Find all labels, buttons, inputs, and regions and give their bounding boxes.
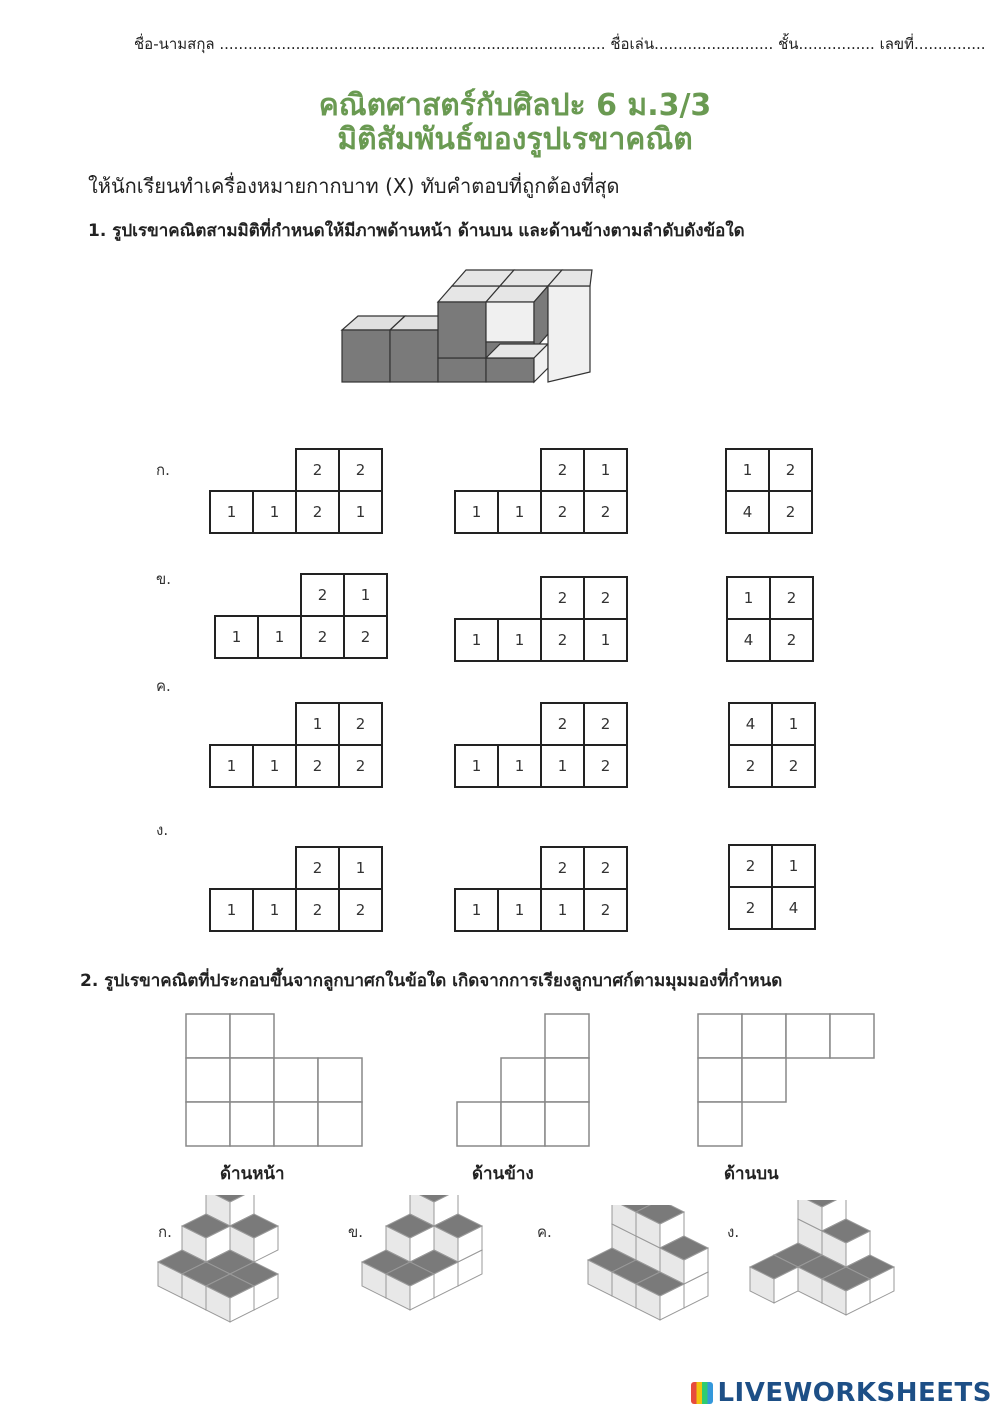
grid-cell: 2 — [729, 845, 772, 887]
grid-cell: 2 — [770, 577, 813, 619]
q2-option-b-figure — [354, 1195, 534, 1345]
grid-cell: 2 — [541, 847, 584, 889]
grid-cell: 2 — [344, 616, 387, 658]
grid-cell: 2 — [584, 491, 627, 533]
name-fields-line: ชื่อ-นามสกุล ................................................................................. ชื่อเล่น......................... ชั้น................ เลขที่............... — [134, 35, 986, 53]
q2-option-b-label[interactable]: ข. — [348, 1223, 364, 1241]
grid-cell: 1 — [210, 491, 253, 533]
grid-cell: 2 — [301, 574, 344, 616]
grid-cell: 1 — [772, 703, 815, 745]
grid-cell — [215, 574, 258, 616]
grid-cell: 2 — [584, 703, 627, 745]
grid-cell — [455, 847, 498, 889]
q1-c-top-view — [454, 702, 628, 788]
grid-cell: 2 — [769, 491, 812, 533]
grid-cell — [210, 847, 253, 889]
q1-option-b-label[interactable]: ข. — [156, 570, 172, 588]
grid-cell: 1 — [455, 491, 498, 533]
grid-cell: 2 — [770, 619, 813, 661]
grid-cell: 2 — [769, 449, 812, 491]
grid-cell: 1 — [455, 745, 498, 787]
grid-cell: 2 — [729, 745, 772, 787]
question-2: 2. รูปเรขาคณิตที่ประกอบขึ้นจากลูกบาศกในข้อใด เกิดจากการเรียงลูกบาศก์ตามมุมมองที่กำหนด — [80, 971, 783, 991]
grid-cell: 2 — [541, 577, 584, 619]
grid-cell: 1 — [339, 491, 382, 533]
grid-cell: 1 — [498, 619, 541, 661]
grid-cell: 2 — [584, 745, 627, 787]
grid-cell — [253, 703, 296, 745]
q1-a-top-view — [454, 448, 628, 534]
instruction: ให้นักเรียนทำเครื่องหมายกากบาท (X) ทับคำตอบที่ถูกต้องที่สุด — [88, 174, 620, 198]
grid-cell: 2 — [584, 847, 627, 889]
grid-cell: 1 — [498, 889, 541, 931]
grid-cell — [498, 703, 541, 745]
q2-front-view — [185, 1013, 363, 1147]
grid-cell: 4 — [726, 491, 769, 533]
grid-cell — [498, 847, 541, 889]
grid-cell: 1 — [584, 619, 627, 661]
grid-cell — [498, 577, 541, 619]
grid-cell: 2 — [541, 703, 584, 745]
grid-cell: 1 — [258, 616, 301, 658]
grid-cell — [455, 703, 498, 745]
grid-cell — [455, 577, 498, 619]
grid-cell: 1 — [210, 745, 253, 787]
q2-option-a-label[interactable]: ก. — [158, 1223, 172, 1241]
q1-c-side-view — [728, 702, 816, 788]
side-view-label: ด้านข้าง — [472, 1164, 534, 1184]
q2-option-d-figure — [742, 1200, 922, 1345]
grid-cell: 2 — [541, 491, 584, 533]
grid-cell: 2 — [296, 491, 339, 533]
top-view-label: ด้านบน — [724, 1164, 779, 1184]
grid-cell: 2 — [541, 619, 584, 661]
grid-cell: 1 — [339, 847, 382, 889]
brand-logo — [691, 1378, 992, 1408]
grid-cell: 4 — [727, 619, 770, 661]
grid-cell: 2 — [296, 449, 339, 491]
grid-cell: 1 — [541, 745, 584, 787]
q2-option-c-label[interactable]: ค. — [537, 1223, 552, 1241]
liveworksheets-icon — [691, 1382, 713, 1404]
grid-cell: 1 — [726, 449, 769, 491]
grid-cell: 1 — [498, 745, 541, 787]
page-title: คณิตศาสตร์กับศิลปะ 6 ม.3/3 — [318, 88, 712, 123]
q2-top-view — [697, 1013, 875, 1147]
q1-b-top-view — [454, 576, 628, 662]
grid-cell: 1 — [344, 574, 387, 616]
q1-option-a-label[interactable]: ก. — [156, 461, 170, 479]
q1-d-top-view — [454, 846, 628, 932]
q1-b-front-view — [214, 573, 388, 659]
grid-cell: 2 — [296, 889, 339, 931]
grid-cell — [210, 703, 253, 745]
q2-option-a-figure — [150, 1195, 330, 1345]
q2-option-d-label[interactable]: ง. — [727, 1223, 740, 1241]
grid-cell: 2 — [772, 745, 815, 787]
grid-cell: 2 — [541, 449, 584, 491]
grid-cell: 1 — [253, 745, 296, 787]
grid-cell: 2 — [339, 889, 382, 931]
grid-cell: 1 — [584, 449, 627, 491]
grid-cell — [210, 449, 253, 491]
q1-c-front-view — [209, 702, 383, 788]
q1-a-side-view — [725, 448, 813, 534]
grid-cell: 1 — [253, 491, 296, 533]
page-subtitle: มิติสัมพันธ์ของรูปเรขาคณิต — [337, 122, 693, 157]
grid-cell: 1 — [210, 889, 253, 931]
grid-cell: 1 — [772, 845, 815, 887]
grid-cell: 4 — [772, 887, 815, 929]
grid-cell: 1 — [727, 577, 770, 619]
brand-text: LIVEWORKSHEETS — [717, 1378, 992, 1408]
grid-cell: 2 — [339, 449, 382, 491]
grid-cell — [253, 449, 296, 491]
grid-cell: 2 — [339, 703, 382, 745]
grid-cell: 1 — [498, 491, 541, 533]
grid-cell: 2 — [296, 745, 339, 787]
grid-cell: 2 — [296, 847, 339, 889]
question-1: 1. รูปเรขาคณิตสามมิติที่กำหนดให้มีภาพด้านหน้า ด้านบน และด้านข้างตามลำดับดังข้อใด — [88, 221, 745, 241]
front-view-label: ด้านหน้า — [220, 1164, 285, 1184]
q1-option-c-label[interactable]: ค. — [156, 677, 171, 695]
grid-cell: 1 — [541, 889, 584, 931]
grid-cell — [253, 847, 296, 889]
q2-side-view — [456, 1013, 590, 1147]
grid-cell: 1 — [215, 616, 258, 658]
grid-cell: 2 — [339, 745, 382, 787]
grid-cell — [498, 449, 541, 491]
q1-a-front-view — [209, 448, 383, 534]
grid-cell: 2 — [584, 889, 627, 931]
grid-cell — [455, 449, 498, 491]
grid-cell: 1 — [455, 619, 498, 661]
q1-d-front-view — [209, 846, 383, 932]
grid-cell: 1 — [253, 889, 296, 931]
q1-option-d-label[interactable]: ง. — [156, 821, 169, 839]
q1-b-side-view — [726, 576, 814, 662]
grid-cell: 1 — [455, 889, 498, 931]
grid-cell: 2 — [729, 887, 772, 929]
grid-cell — [258, 574, 301, 616]
q1-d-side-view — [728, 844, 816, 930]
grid-cell: 2 — [584, 577, 627, 619]
grid-cell: 4 — [729, 703, 772, 745]
q2-option-c-figure — [556, 1205, 736, 1345]
grid-cell: 1 — [296, 703, 339, 745]
grid-cell: 2 — [301, 616, 344, 658]
q1-cube-figure — [330, 258, 600, 418]
